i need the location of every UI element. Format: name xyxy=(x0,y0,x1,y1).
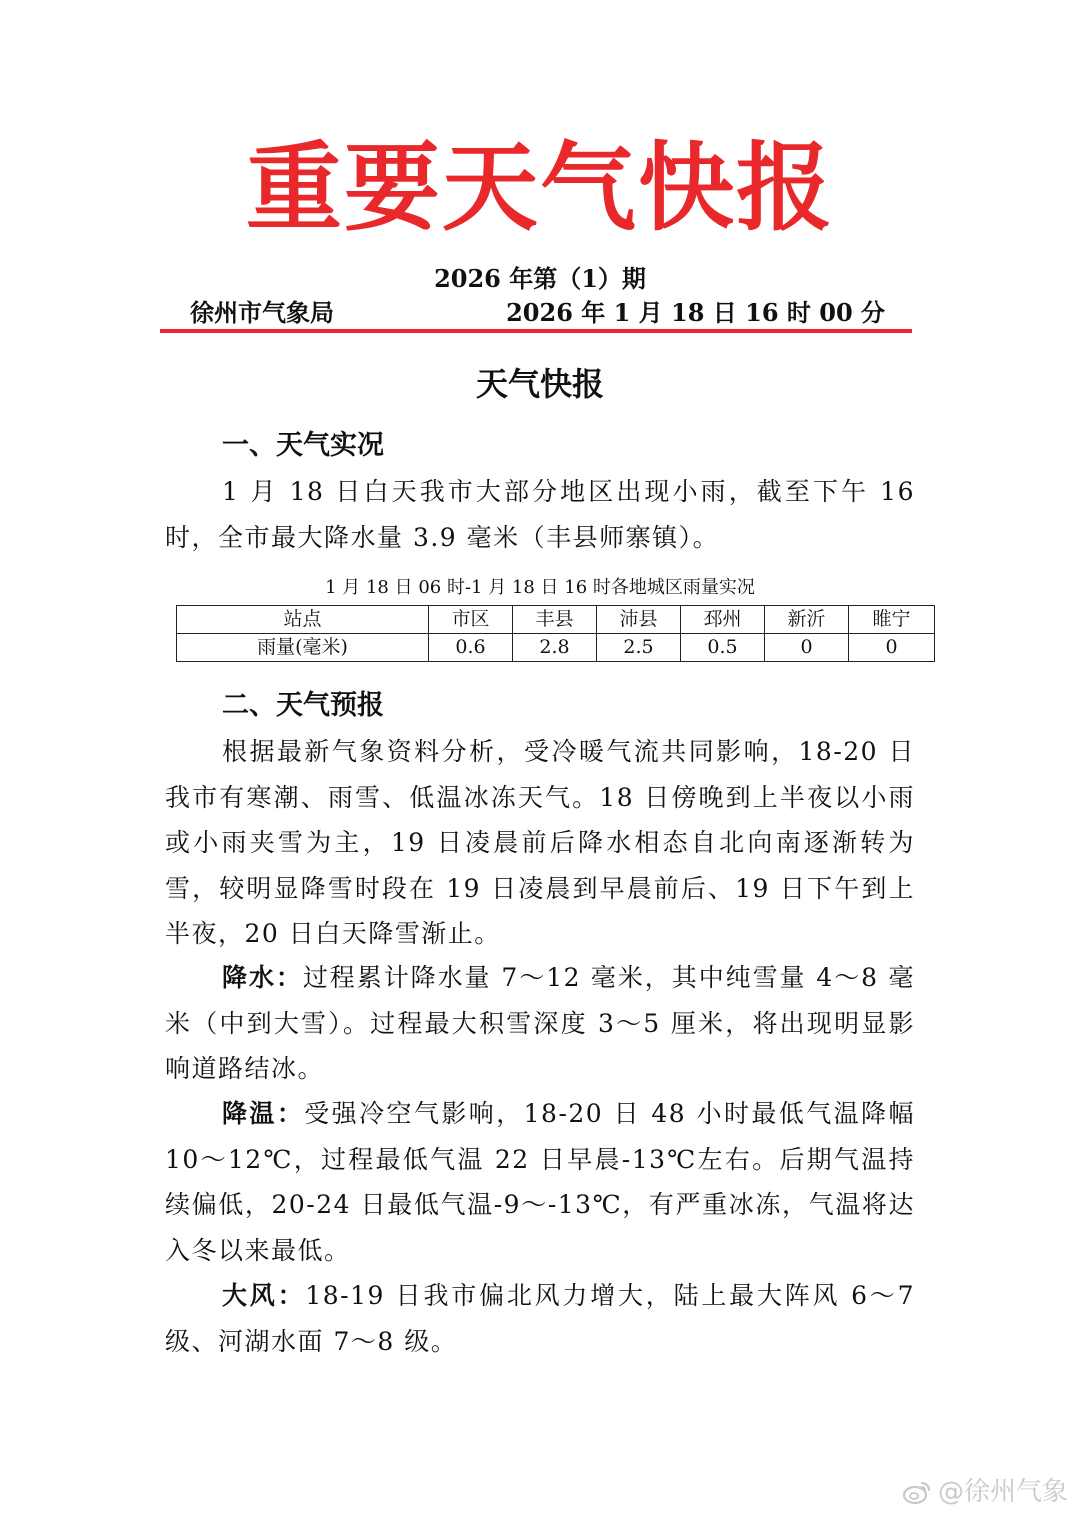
table-header-row xyxy=(177,606,935,634)
rainfall-value-cell: 0 xyxy=(849,634,935,662)
table-header-cell: 站点 xyxy=(177,606,429,634)
cooling-paragraph xyxy=(165,1091,915,1273)
issuing-agency: 徐州市气象局 xyxy=(190,298,334,327)
station-name-cell: 市区 xyxy=(429,606,513,634)
issue-number: 2026 年第（1）期 xyxy=(434,264,646,293)
masthead-title: 重要天气快报 xyxy=(246,132,834,244)
station-name-cell: 丰县 xyxy=(513,606,597,634)
weibo-icon xyxy=(902,1479,932,1505)
precipitation-paragraph xyxy=(165,955,915,1092)
cooling-text: 受强冷空气影响，18-20 日 48 小时最低气温降幅 10～12℃，过程最低气温 22 日早晨-13℃左右。后期气温持续偏低，20-24 日最低气温-9～-13℃，有严重冰冻，气温将达入冬以来最低。 xyxy=(165,1099,915,1265)
section-heading-forecast: 二、天气预报 xyxy=(222,690,384,721)
table-row xyxy=(177,634,935,662)
rainfall-table xyxy=(176,605,935,662)
precipitation-label: 降水： xyxy=(222,963,303,992)
wind-text: 18-19 日我市偏北风力增大，陆上最大阵风 6～7 级、河湖水面 7～8 级。 xyxy=(165,1281,915,1356)
table-caption: 1 月 18 日 06 时-1 月 18 日 16 时各地城区雨量实况 xyxy=(325,577,755,598)
precipitation-text: 过程累计降水量 7～12 毫米，其中纯雪量 4～8 毫米（中到大雪）。过程最大积雪深度 3～5 厘米，将出现明显影响道路结冰。 xyxy=(165,963,915,1083)
watermark-text: @徐州气象 xyxy=(937,1477,1068,1507)
station-name-cell: 邳州 xyxy=(681,606,765,634)
observation-paragraph: 1 月 18 日白天我市大部分地区出现小雨，截至下午 16 时，全市最大降水量 3.9 毫米（丰县师寨镇）。 xyxy=(165,477,915,552)
rainfall-value-cell: 0 xyxy=(765,634,849,662)
wind-paragraph xyxy=(165,1273,915,1364)
forecast-overview-paragraph: 根据最新气象资料分析，受冷暖气流共同影响，18-20 日我市有寒潮、雨雪、低温冰冻天气。18 日傍晚到上半夜以小雨或小雨夹雪为主，19 日凌晨前后降水相态自北向南逐渐转为雪，较明显降雪时段在 19 日凌晨到早晨前后、19 日下午到上半夜，20 日白天降雪渐止。 xyxy=(165,737,915,948)
rainfall-value-cell: 0.6 xyxy=(429,634,513,662)
station-name-cell: 新沂 xyxy=(765,606,849,634)
row-label-cell: 雨量(毫米) xyxy=(177,634,429,662)
rainfall-value-cell: 2.5 xyxy=(597,634,681,662)
source-watermark xyxy=(902,1474,1068,1510)
red-divider xyxy=(160,329,912,333)
station-name-cell: 睢宁 xyxy=(849,606,935,634)
rainfall-value-cell: 2.8 xyxy=(513,634,597,662)
cooling-label: 降温： xyxy=(222,1099,305,1128)
section-heading-observation: 一、天气实况 xyxy=(222,430,384,461)
document-title: 天气快报 xyxy=(475,365,604,403)
issue-time: 2026 年 1 月 18 日 16 时 00 分 xyxy=(506,298,885,327)
station-name-cell: 沛县 xyxy=(597,606,681,634)
rainfall-value-cell: 0.5 xyxy=(681,634,765,662)
wind-label: 大风： xyxy=(222,1281,306,1310)
